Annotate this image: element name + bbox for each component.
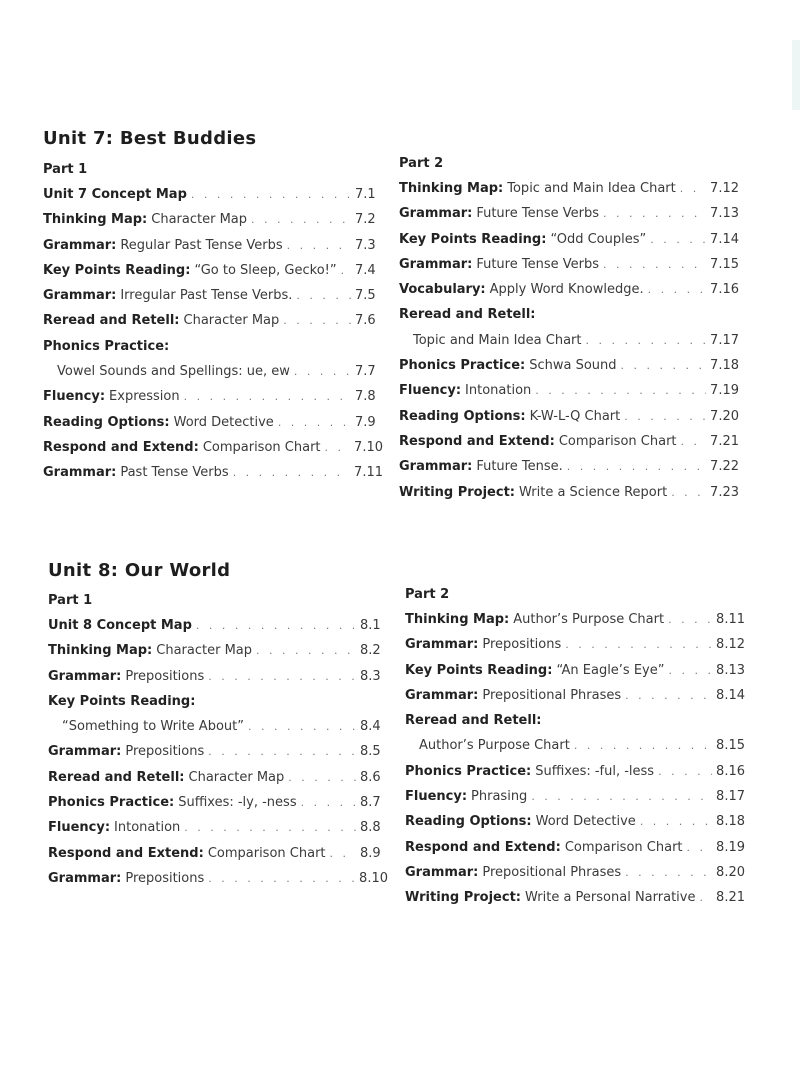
toc-entry [399,227,739,252]
toc-entry [399,429,739,454]
page-number: 8.12 [716,637,745,653]
entry-category: Grammar: [399,206,473,222]
toc-entry [48,765,388,790]
page-number: 8.18 [716,814,745,830]
toc-entry [43,384,383,409]
toc-entry [405,759,745,784]
dot-leader [586,328,707,353]
page-number: 7.5 [355,288,376,304]
page-number: 7.20 [710,408,739,424]
page-number: 8.17 [716,789,745,805]
page-number: 8.1 [360,618,381,633]
page-number: 7.1 [355,187,376,202]
entry-category: Writing Project: [405,890,521,906]
entry-title: Prepositions [125,870,205,886]
toc-entry [405,607,745,632]
entry-title: Future Tense. [476,459,563,475]
dot-leader [535,378,706,403]
page-number: 8.6 [360,769,381,785]
unit-8-part-1 [48,588,388,891]
page-number: 7.16 [710,282,739,298]
entry-title: Future Tense Verbs [476,206,599,222]
entry-category: Reading Options: [43,414,170,430]
entry-category: Reading Options: [399,408,526,424]
entry-category: Grammar: [399,459,473,475]
dot-leader [699,885,712,910]
page-number: 7.13 [710,206,739,222]
entry-title: Prepositional Phrases [482,687,622,703]
dot-leader [208,866,355,891]
entry-category: Grammar: [399,256,473,272]
dot-leader [341,258,351,283]
entry-title: Past Tense Verbs [120,465,229,481]
toc-entry [48,739,388,764]
dot-leader [294,359,351,384]
page-number: 7.4 [355,262,376,278]
entry-category: Fluency: [48,820,111,836]
toc-entry [399,378,739,403]
entry-category: Phonics Practice: [48,795,175,811]
entry-title: Irregular Past Tense Verbs. [120,288,293,304]
part-heading: Part 2 [399,156,444,171]
dot-leader [640,809,712,834]
entry-title: Write a Personal Narrative [525,890,696,906]
entry-title: Schwa Sound [529,358,617,374]
entry-category: Phonics Practice: [43,338,170,354]
part-heading: Part 1 [43,162,88,177]
page-number: 7.14 [710,231,739,247]
entry-title: Comparison Chart [564,839,683,855]
toc-entry [405,708,745,733]
dot-leader [208,739,356,764]
dot-leader [625,683,712,708]
entry-title: Comparison Chart [558,433,677,449]
unit-7-part-2 [399,151,739,505]
page-number: 7.7 [355,364,376,380]
entry-title: “Something to Write About” [62,719,244,735]
toc-entry [43,283,383,308]
toc-entry [48,638,388,663]
page-number: 8.19 [716,839,745,855]
toc-entry [43,308,383,333]
toc-entry [399,404,739,429]
toc-list [48,613,388,891]
unit-7-title: Unit 7: Best Buddies [43,128,257,149]
page-number: 8.9 [360,845,381,861]
toc-entry [43,207,383,232]
dot-leader [681,429,707,454]
entry-title: Intonation [465,383,532,399]
part-heading: Part 2 [405,587,450,602]
toc-entry [405,683,745,708]
entry-category: Phonics Practice: [399,358,526,374]
toc-entry [399,480,739,505]
toc-entry [405,835,745,860]
dot-leader [648,277,706,302]
toc-entry [405,860,745,885]
dot-leader [196,613,356,638]
toc-entry [405,885,745,910]
page-number: 8.4 [360,719,381,735]
page-number: 8.10 [359,870,388,886]
entry-category: Grammar: [48,870,122,886]
entry-title: Character Map [156,643,252,659]
entry-category: Unit 7 Concept Map [43,187,187,202]
page-number: 8.21 [716,890,745,906]
toc-entry [43,233,383,258]
dot-leader [671,480,706,505]
dot-leader [574,733,712,758]
entry-title: Vowel Sounds and Spellings: ue, ew [57,364,290,380]
entry-title: “An Eagle’s Eye” [556,662,665,678]
entry-title: Suffixes: -ly, -ness [178,795,297,811]
page-number: 8.5 [360,744,381,760]
entry-category: Fluency: [43,389,106,405]
entry-category: Thinking Map: [48,643,153,659]
entry-title: Character Map [188,769,285,785]
page-number: 7.10 [354,439,383,455]
entry-category: Writing Project: [399,484,515,500]
entry-title: Character Map [183,313,280,329]
entry-title: Expression [109,389,180,405]
toc-entry [399,302,739,327]
toc-entry [43,435,383,460]
toc-entry [48,714,388,739]
entry-title: K-W-L-Q Chart [529,408,621,424]
page-number: 7.3 [355,237,376,253]
toc-entry [48,613,388,638]
page-number: 8.11 [716,612,745,627]
dot-leader [184,384,351,409]
page-number: 7.11 [354,465,383,481]
dot-leader [567,454,706,479]
page-number: 8.7 [360,795,381,811]
entry-title: Prepositions [125,744,205,760]
entry-category: Key Points Reading: [43,262,191,278]
page-number: 7.23 [710,484,739,500]
entry-category: Grammar: [405,637,479,653]
toc-entry [43,460,383,485]
entry-category: Grammar: [43,237,117,253]
dot-leader [603,252,706,277]
dot-leader [208,664,356,689]
entry-category: Key Points Reading: [48,693,196,709]
dot-leader [680,176,706,201]
unit-7-part-1 [43,157,383,486]
entry-title: Word Detective [173,414,274,430]
dot-leader [668,607,712,632]
toc-entry [405,809,745,834]
entry-title: Author’s Purpose Chart [513,612,665,627]
dot-leader [330,841,356,866]
entry-category: Grammar: [43,465,117,481]
entry-title: Comparison Chart [202,439,321,455]
page-number: 7.15 [710,256,739,272]
toc-entry [405,632,745,657]
dot-leader [248,714,356,739]
page-number: 8.16 [716,763,745,779]
entry-category: Reading Options: [405,814,532,830]
dot-leader [687,835,713,860]
entry-title: Suffixes: -ful, -less [535,763,655,779]
dot-leader [325,435,351,460]
entry-title: Comparison Chart [207,845,326,861]
entry-category: Phonics Practice: [405,763,532,779]
entry-title: Character Map [151,212,247,228]
entry-title: Apply Word Knowledge. [489,282,644,298]
toc-entry [43,359,383,384]
entry-category: Grammar: [43,288,117,304]
entry-category: Thinking Map: [405,612,510,627]
dot-leader [283,308,351,333]
entry-category: Vocabulary: [399,282,486,298]
entry-category: Unit 8 Concept Map [48,618,192,633]
dot-leader [565,632,712,657]
entry-category: Grammar: [405,864,479,880]
entry-category: Key Points Reading: [405,662,553,678]
page-number: 8.20 [716,864,745,880]
entry-category: Thinking Map: [399,181,504,196]
dot-leader [184,815,356,840]
entry-title: Prepositions [482,637,562,653]
entry-title: Author’s Purpose Chart [419,738,570,754]
toc-entry [48,689,388,714]
toc-entry [399,353,739,378]
page-number: 7.17 [710,332,739,348]
dot-leader [668,658,712,683]
toc-entry [399,252,739,277]
dot-leader [256,638,356,663]
page-number: 8.15 [716,738,745,754]
dot-leader [531,784,712,809]
entry-category: Fluency: [399,383,462,399]
entry-title: “Go to Sleep, Gecko!” [194,262,337,278]
page-number: 7.12 [710,181,739,196]
toc-entry [399,328,739,353]
dot-leader [624,404,706,429]
dot-leader [603,201,706,226]
toc-entry [48,866,388,891]
toc-entry [399,201,739,226]
page-number: 7.2 [355,212,376,228]
toc-entry [48,664,388,689]
entry-title: Intonation [114,820,181,836]
entry-title: “Odd Couples” [550,231,647,247]
entry-category: Fluency: [405,789,468,805]
dot-leader [191,182,351,207]
page-number: 8.8 [360,820,381,836]
entry-title: Regular Past Tense Verbs [120,237,283,253]
toc-entry [48,815,388,840]
dot-leader [625,860,712,885]
page-number: 8.2 [360,643,381,659]
dot-leader [650,227,706,252]
toc-list [405,607,745,911]
entry-category: Respond and Extend: [405,839,561,855]
dot-leader [278,410,351,435]
page-edge-shadow [792,40,800,110]
entry-title: Future Tense Verbs [476,256,599,272]
entry-category: Thinking Map: [43,212,148,228]
toc-entry [399,454,739,479]
page-number: 8.3 [360,668,381,684]
toc-entry [43,182,383,207]
toc-entry [405,784,745,809]
toc-entry [405,658,745,683]
page-number: 7.22 [710,459,739,475]
entry-title: Word Detective [535,814,636,830]
entry-title: Write a Science Report [519,484,668,500]
dot-leader [301,790,356,815]
dot-leader [287,233,351,258]
toc-entry [43,334,383,359]
entry-title: Prepositional Phrases [482,864,622,880]
toc-entry [399,277,739,302]
page-number: 8.13 [716,662,745,678]
toc-entry [43,410,383,435]
toc-entry [405,733,745,758]
entry-category: Grammar: [48,668,122,684]
entry-title: Topic and Main Idea Chart [507,181,676,196]
dot-leader [658,759,712,784]
entry-category: Reread and Retell: [43,313,180,329]
toc-list [399,176,739,505]
dot-leader [621,353,707,378]
part-heading: Part 1 [48,593,93,608]
entry-category: Key Points Reading: [399,231,547,247]
entry-category: Respond and Extend: [43,439,199,455]
page-number: 8.14 [716,687,745,703]
entry-title: Prepositions [125,668,205,684]
unit-8-title: Unit 8: Our World [48,560,231,581]
dot-leader [296,283,351,308]
page-number: 7.21 [710,433,739,449]
entry-category: Respond and Extend: [399,433,555,449]
toc-entry [48,841,388,866]
entry-category: Reread and Retell: [48,769,185,785]
entry-category: Grammar: [48,744,122,760]
page-number: 7.19 [710,383,739,399]
entry-title: Topic and Main Idea Chart [413,332,582,348]
toc-entry [399,176,739,201]
page-number: 7.8 [355,389,376,405]
unit-8-part-2 [405,582,745,911]
page-number: 7.18 [710,358,739,374]
dot-leader [288,765,356,790]
dot-leader [251,207,351,232]
entry-category: Reread and Retell: [405,713,542,729]
page-number: 7.6 [355,313,376,329]
entry-category: Reread and Retell: [399,307,536,323]
entry-category: Respond and Extend: [48,845,204,861]
entry-category: Grammar: [405,687,479,703]
dot-leader [233,460,350,485]
entry-title: Phrasing [471,789,528,805]
page-number: 7.9 [355,414,376,430]
toc-entry [43,258,383,283]
toc-entry [48,790,388,815]
toc-list [43,182,383,486]
